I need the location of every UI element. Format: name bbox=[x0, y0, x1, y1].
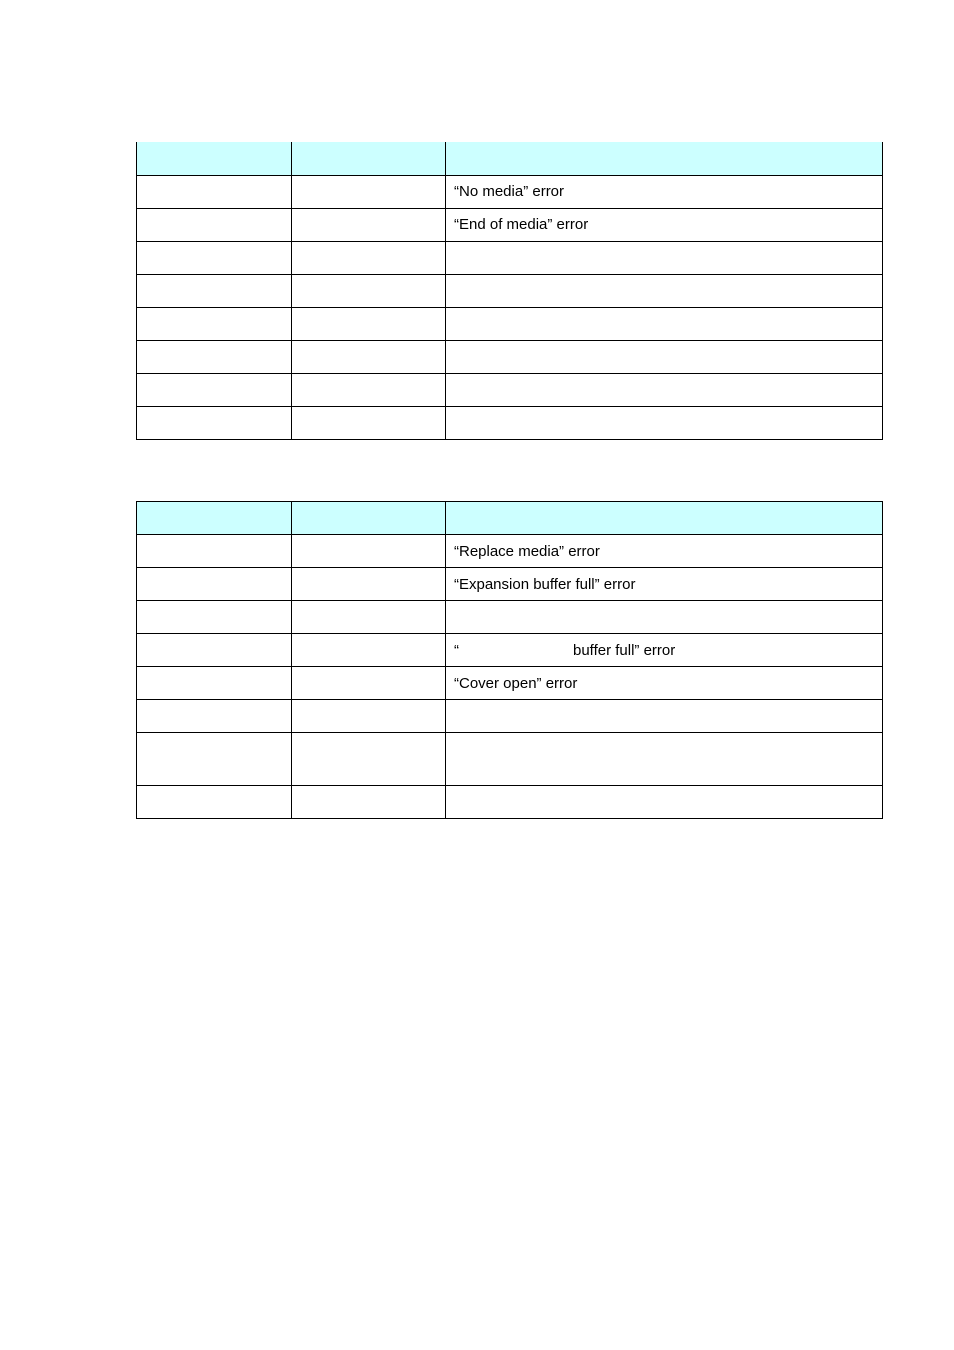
table-cell bbox=[446, 733, 883, 786]
table-cell bbox=[292, 786, 446, 819]
table-cell bbox=[292, 535, 446, 568]
header-cell bbox=[292, 142, 446, 175]
table-cell bbox=[292, 634, 446, 667]
table-row bbox=[137, 175, 883, 208]
table-cell bbox=[137, 274, 292, 307]
table-row bbox=[137, 340, 883, 373]
table-row bbox=[137, 700, 883, 733]
table-cell bbox=[446, 700, 883, 733]
table-cell bbox=[292, 373, 446, 406]
table-row bbox=[137, 307, 883, 340]
table-cell bbox=[292, 340, 446, 373]
table-cell bbox=[446, 307, 883, 340]
table-cell bbox=[446, 406, 883, 439]
error-description-cell: “Cover open” error bbox=[446, 667, 883, 700]
table-row bbox=[137, 601, 883, 634]
table-cell bbox=[446, 274, 883, 307]
table-cell bbox=[292, 241, 446, 274]
table-cell bbox=[292, 568, 446, 601]
table-cell bbox=[446, 340, 883, 373]
table-cell bbox=[137, 307, 292, 340]
table-cell bbox=[446, 241, 883, 274]
table-row bbox=[137, 733, 883, 786]
table-cell bbox=[292, 406, 446, 439]
error-description-cell: “No media” error bbox=[446, 175, 883, 208]
error-table-1 bbox=[136, 142, 883, 440]
table-cell bbox=[292, 208, 446, 241]
table-cell bbox=[137, 568, 292, 601]
table-cell bbox=[137, 733, 292, 786]
error-description-cell bbox=[446, 634, 883, 667]
error-table-2 bbox=[136, 501, 883, 819]
header-cell bbox=[137, 502, 292, 535]
table-cell bbox=[292, 307, 446, 340]
table-row bbox=[137, 786, 883, 819]
table-cell bbox=[137, 535, 292, 568]
table-cell bbox=[137, 406, 292, 439]
header-cell bbox=[137, 142, 292, 175]
table-cell bbox=[292, 274, 446, 307]
table-row bbox=[137, 568, 883, 601]
table-cell bbox=[292, 733, 446, 786]
table-cell bbox=[137, 340, 292, 373]
table-row bbox=[137, 535, 883, 568]
table-cell bbox=[137, 175, 292, 208]
header-cell bbox=[446, 502, 883, 535]
table-cell bbox=[137, 241, 292, 274]
table-row bbox=[137, 373, 883, 406]
error-description-cell: “Expansion buffer full” error bbox=[446, 568, 883, 601]
table-cell bbox=[137, 700, 292, 733]
table-header-row bbox=[137, 502, 883, 535]
error-text: buffer full” error bbox=[573, 641, 676, 659]
table-header-row bbox=[137, 142, 883, 175]
table-cell bbox=[292, 667, 446, 700]
open-quote: “ bbox=[454, 641, 459, 659]
table-cell bbox=[137, 601, 292, 634]
table-cell bbox=[292, 175, 446, 208]
table-cell bbox=[137, 634, 292, 667]
table-cell bbox=[292, 700, 446, 733]
table-cell bbox=[137, 208, 292, 241]
error-description-cell: “End of media” error bbox=[446, 208, 883, 241]
table-row bbox=[137, 208, 883, 241]
table-cell bbox=[137, 786, 292, 819]
table-row bbox=[137, 274, 883, 307]
table-row bbox=[137, 406, 883, 439]
table-cell bbox=[292, 601, 446, 634]
error-description-cell: “Replace media” error bbox=[446, 535, 883, 568]
table-row bbox=[137, 634, 883, 667]
header-cell bbox=[446, 142, 883, 175]
table-row bbox=[137, 667, 883, 700]
header-cell bbox=[292, 502, 446, 535]
table-row bbox=[137, 241, 883, 274]
table-cell bbox=[446, 373, 883, 406]
table-cell bbox=[446, 601, 883, 634]
table-cell bbox=[137, 373, 292, 406]
table-cell bbox=[137, 667, 292, 700]
table-cell bbox=[446, 786, 883, 819]
